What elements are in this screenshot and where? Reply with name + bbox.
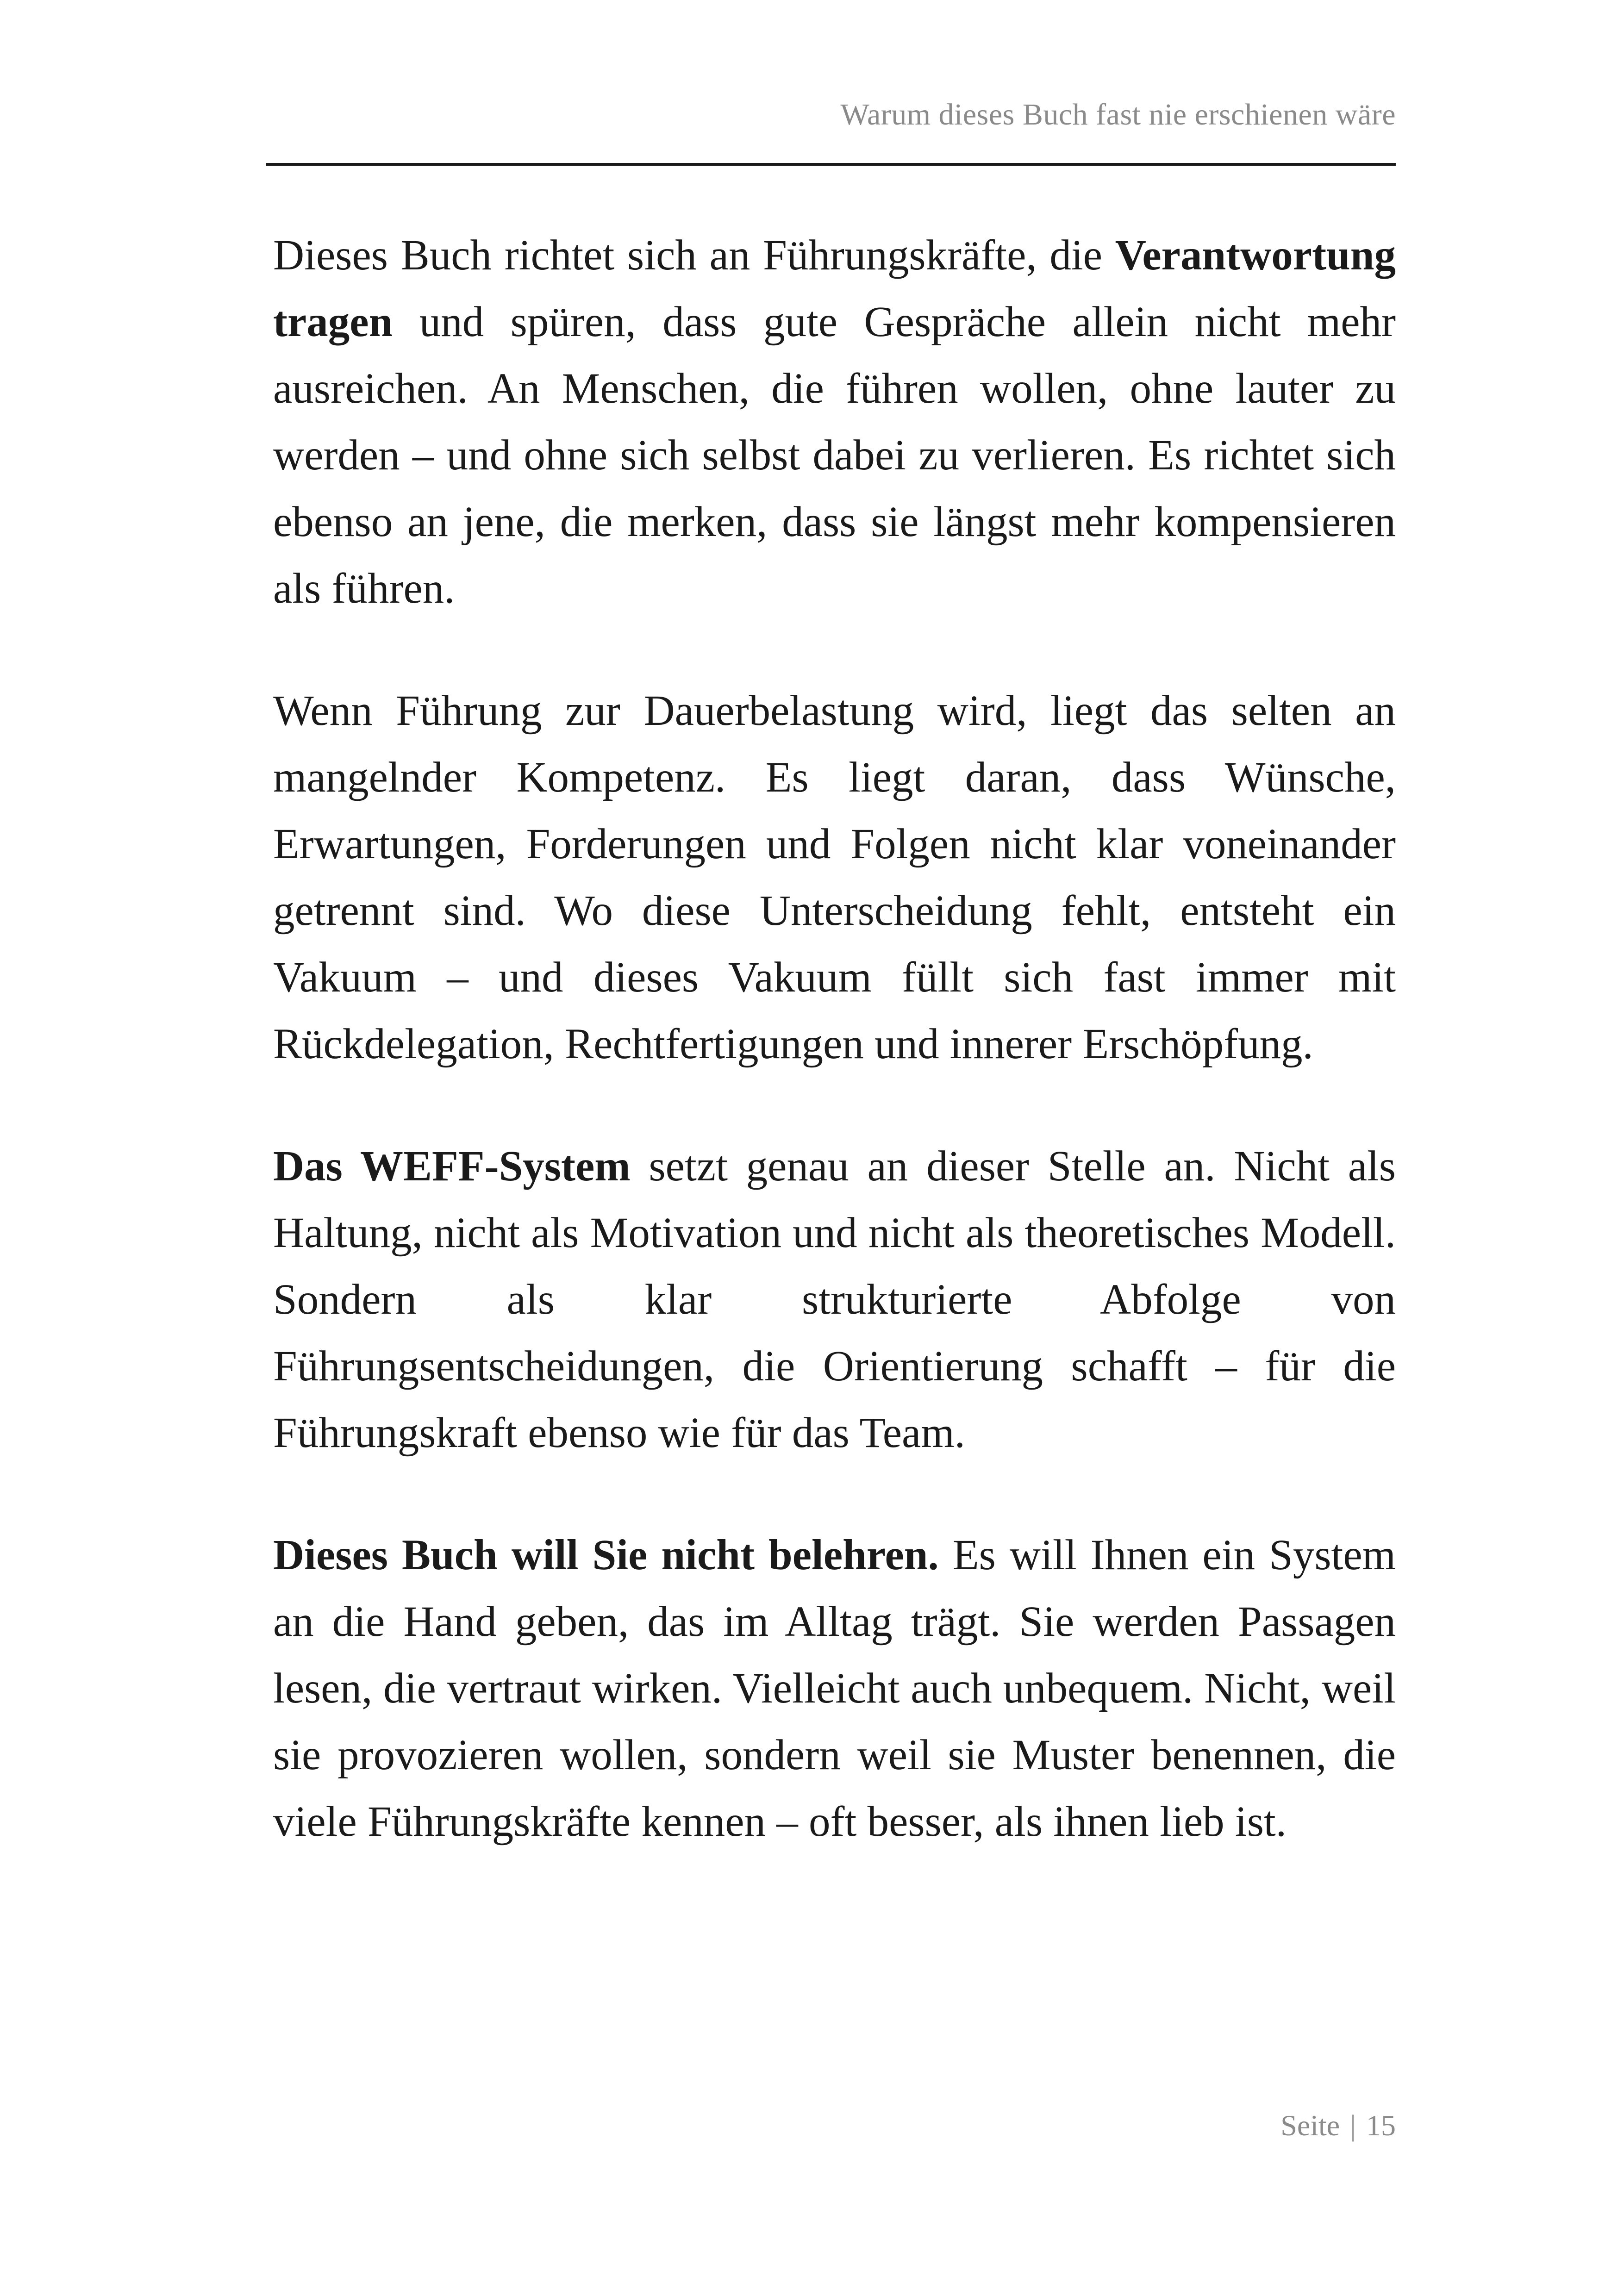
paragraph-1 bbox=[273, 222, 1396, 622]
paragraph-4 bbox=[273, 1522, 1396, 1855]
paragraph-3-rest: setzt genau an dieser Stelle an. Nicht als Haltung, nicht als Motivation und nicht als theoretisches Modell. Sondern als klar strukturierte Abfolge von Führungsentscheidungen, die Orientierung schafft – für die Führungskraft ebenso wie für das Team. bbox=[273, 1142, 1396, 1457]
running-header-title: Warum dieses Buch fast nie erschienen wäre bbox=[840, 98, 1396, 131]
page-number: 15 bbox=[1366, 2109, 1396, 2142]
paragraph-4-rest: Es will Ihnen ein System an die Hand geben, das im Alltag trägt. Sie werden Passagen lesen, die vertraut wirken. Vielleicht auch unbequem. Nicht, weil sie provozieren wollen, sondern weil sie Muster benennen, die viele Führungskräfte kennen – oft besser, als ihnen lieb ist. bbox=[273, 1531, 1396, 1846]
page-label: Seite bbox=[1280, 2109, 1340, 2142]
paragraph-3 bbox=[273, 1133, 1396, 1466]
paragraph-1-lead: Dieses Buch richtet sich an Führungskräfte, die bbox=[273, 231, 1115, 279]
header-divider bbox=[266, 163, 1396, 166]
paragraph-3-bold: Das WEFF-System bbox=[273, 1142, 631, 1190]
paragraph-1-rest: und spüren, dass gute Gespräche allein nicht mehr ausreichen. An Menschen, die führen wollen, ohne lauter zu werden – und ohne sich selbst dabei zu verlieren. Es richtet sich ebenso an jene, die merken, dass sie längst mehr kompensieren als führen. bbox=[273, 298, 1396, 612]
paragraph-4-bold: Dieses Buch will Sie nicht belehren. bbox=[273, 1531, 939, 1579]
page-footer bbox=[266, 2108, 1396, 2143]
paragraph-1-bold: Verantwortung tragen bbox=[273, 231, 1396, 346]
page-separator: | bbox=[1350, 2109, 1356, 2142]
paragraph-2 bbox=[273, 678, 1396, 1078]
paragraph-2-text: Wenn Führung zur Dauerbelastung wird, liegt das selten an mangelnder Kompetenz. Es liegt daran, dass Wünsche, Erwartungen, Forderungen und Folgen nicht klar voneinander getrennt sind. Wo diese Unterscheidung fehlt, entsteht ein Vakuum – und dieses Vakuum füllt sich fast immer mit Rückdelegation, Rechtfertigungen und innerer Erschöpfung. bbox=[273, 687, 1396, 1068]
body-text bbox=[273, 222, 1396, 1911]
